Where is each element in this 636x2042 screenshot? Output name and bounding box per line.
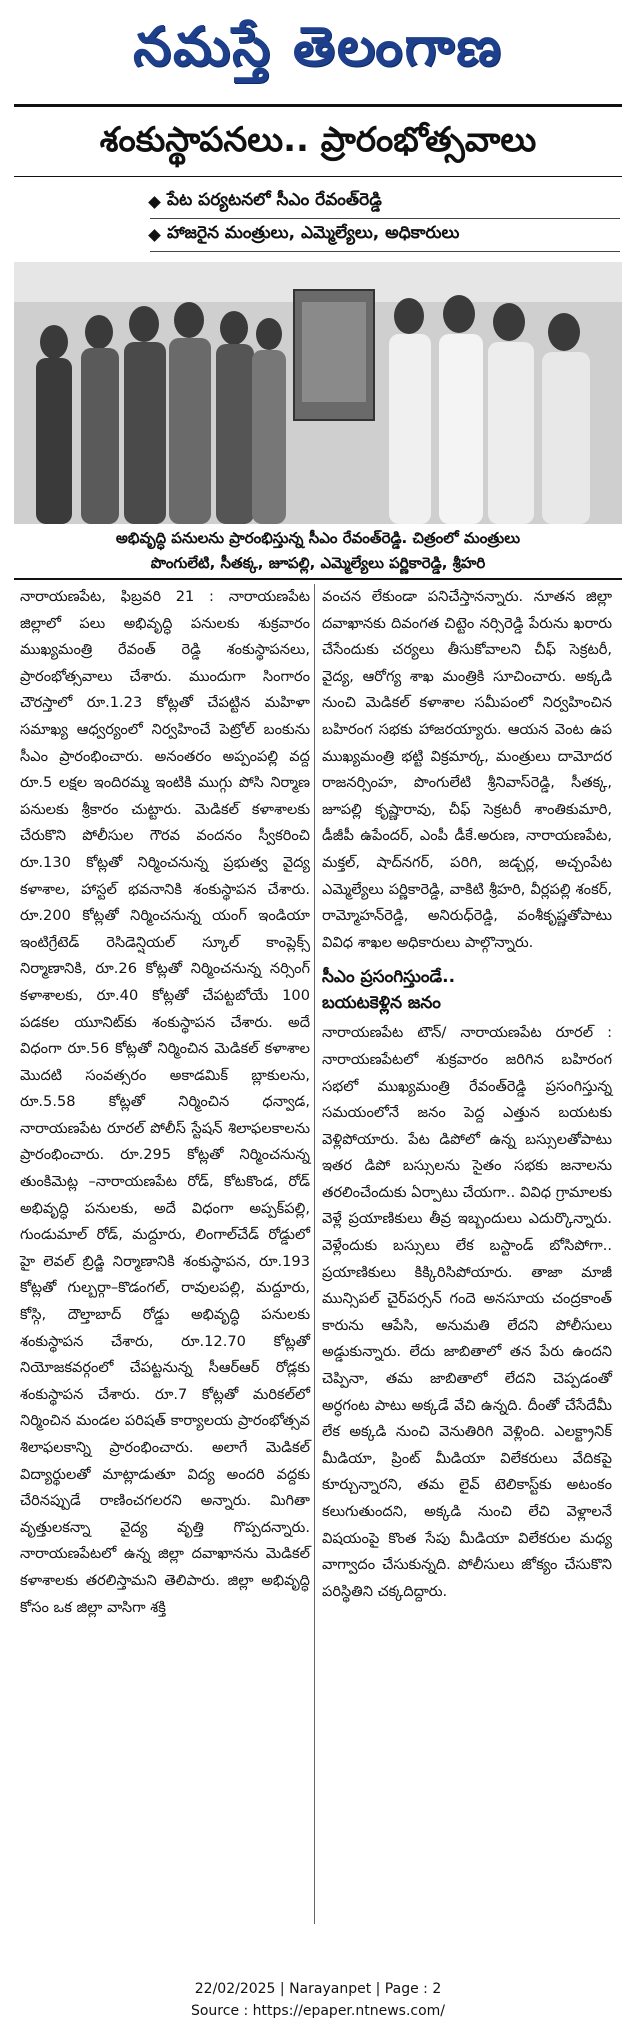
column-divider xyxy=(314,584,315,1924)
article-column-2 xyxy=(322,584,612,1605)
footer-source-line: Source : https://epaper.ntnews.com/ xyxy=(190,2003,446,2019)
page-footer xyxy=(0,1978,636,2022)
footer-date-line: 22/02/2025 | Narayanpet | Page : 2 xyxy=(194,1981,442,1997)
photo-caption xyxy=(14,526,622,580)
article-headline: శంకుస్థాపనలు.. ప్రారంభోత్సవాలు xyxy=(99,120,537,160)
article-paragraph: వంచన లేకుండా పనిచేస్తానన్నారు. నూతన జిల్లా దవాఖానకు దివంగత చిట్టెం నర్సిరెడ్డి పేరును ఖరారు చేసేందుకు చర్యలు తీసుకోవాలని చీఫ్ సెక్రటరీ, వైద్య, ఆరోగ్య శాఖ మంత్రికి సూచించారు. అక్కడి నుంచి మెడికల్ కళాశాల సమీపంలో నిర్వహించిన బహిరంగ సభకు హాజరయ్యారు. ఆయన వెంట ఉప ముఖ్యమంత్రి భట్టి విక్రమార్క, మంత్రులు దామోదర రాజనర్సింహ, పొంగులేటి శ్రీనివాస్‌రెడ్డి, సీతక్క, జూపల్లి కృష్ణారావు, చీఫ్ సెక్రటరీ శాంతికుమారి, డీజీపీ ఉపేందర్, ఎంపీ డీకే.అరుణ, నారాయణపేట, మక్తల్, షాద్‌నగర్, పరిగి, జడ్చర్ల, అచ్చంపేట ఎమ్మెల్యేలు పర్ణికారెడ్డి, వాకిటి శ్రీహరి, వీర్లపల్లి శంకర్, రామ్మోహన్‌రెడ్డి, అనిరుధ్‌రెడ్డి, వంశీకృష్ణతోపాటు వివిధ శాఖల అధికారులు పాల్గొన్నారు. xyxy=(322,588,612,951)
caption-line-2: పొంగులేటి, సీతక్క, జూపల్లి, ఎమ్మెల్యేలు పర్ణికారెడ్డి, శ్రీహరి xyxy=(150,554,486,572)
article-paragraph: నారాయణపేట, ఫిబ్రవరి 21 : నారాయణపేట జిల్లాలో పలు అభివృద్ధి పనులకు శుక్రవారం ముఖ్యమంత్రి రేవంత్ రెడ్డి శంకుస్థాపనలు, ప్రారంభోత్సవాలు చేశారు. ముందుగా సింగారం చౌరస్తాలో రూ.1.23 కోట్లతో చేపట్టిన మహిళా సమాఖ్య ఆధ్వర్యంలో నిర్వహించే పెట్రోల్ బంకును సీఎం ప్రారంభించారు. అనంతరం అప్పంపల్లి వద్ద రూ.5 లక్షల ఇందిరమ్మ ఇంటికి ముగ్గు పోసి నిర్మాణ పనులకు శ్రీకారం చుట్టారు. మెడికల్ కళాశాలకు చేరుకొని పోలీసుల గౌరవ వందనం స్వీకరించి రూ.130 కోట్లతో నిర్మించనున్న ప్రభుత్వ వైద్య కళాశాల, హాస్టల్ భవనానికి శంకుస్థాపన చేశారు. రూ.200 కోట్లతో నిర్మించనున్న యంగ్ ఇండియా ఇంటిగ్రేటెడ్ రెసిడెన్షియల్ స్కూల్ కాంప్లెక్స్ నిర్మాణానికి, రూ.26 కోట్లతో నిర్మించనున్న నర్సింగ్ కళాశాలకు, రూ.40 కోట్లతో చేపట్టబోయే 100 పడకల యూనిట్‌కు శంకుస్థాపన చేశారు. అదే విధంగా రూ.56 కోట్లతో నిర్మించిన మెడికల్ కళాశాల మొదటి సంవత్సరం అకాడమిక్ బ్లాకులను, రూ.5.58 కోట్లతో నిర్మించిన ధన్వాడ, నారాయణపేట రూరల్ పోలీస్ స్టేషన్ శిలాఫలకాలను ప్రారంభించారు. రూ.295 కోట్లతో నిర్మించనున్న తుంకిమెట్ల –నారాయణపేట రోడ్, కోటకొండ, రోడ్ అభివృద్ధి పనులకు, అదే విధంగా అప్పక్‌పల్లి, గుండుమాల్ రోడ్, మద్దూరు, లింగాల్‌చేడ్ రోడ్డులో హై లెవల్ బ్రిడ్జి నిర్మాణానికి శంకుస్థాపన, రూ.193 కోట్లతో గుల్బర్గా–కొడంగల్, రావులపల్లి, మద్దూరు, కోస్గి, దౌల్తాబాద్ రోడ్డు అభివృద్ధి పనులకు శంకుస్థాపన చేశారు, రూ.12.70 కోట్లతో నియోజకవర్గంలో చేపట్టనున్న సీఆర్ఆర్ రోడ్లకు శంకుస్థాపన చేశారు. రూ.7 కోట్లతో మరికల్‌లో నిర్మించిన మండల పరిషత్ కార్యాలయ ప్రారంభోత్సవ శిలాఫలకాన్ని ప్రారంభించారు. అలాగే మెడికల్ విద్యార్థులతో మాట్లాడుతూ విద్య అందరి వద్దకు చేరినప్పుడే రాణించగలరని అన్నారు. మిగితా వృత్తులకన్నా వైద్య వృత్తి గొప్పదన్నారు. నారాయణపేటలో ఉన్న జిల్లా దవాఖానను మెడికల్ కళాశాలకు తరలిస్తామని తెలిపారు. జిల్లా అభివృద్ధి కోసం ఒక జిల్లా వాసిగా శక్తి xyxy=(20,588,310,1616)
bullet-icon xyxy=(148,229,161,242)
top-rule xyxy=(14,104,622,107)
article-paragraph: నారాయణపేట టౌన్/ నారాయణపేట రూరల్ : నారాయణపేటలో శుక్రవారం జరిగిన బహిరంగ సభలో ముఖ్యమంత్రి రేవంత్‌రెడ్డి ప్రసంగిస్తున్న సమయంలోనే జనం పెద్ద ఎత్తున బయటకు వెళ్లిపోయారు. పేట డిపోలో ఉన్న బస్సులతోపాటు ఇతర డిపో బస్సులను సైతం సభకు జనాలను తరలించేందుకు ఏర్పాటు చేయగా.. వివిధ గ్రామాలకు వెళ్లే ప్రయాణికులు తీవ్ర ఇబ్బందులు ఎదుర్కొన్నారు. వెళ్లేందుకు బస్సులు లేక బస్టాండ్ బోసిపోగా.. ప్రయాణికులు కిక్కిరిసిపోయారు. తాజా మాజీ మున్సిపల్ చైర్‌పర్సన్ గందె అనసూయ చంద్రకాంత్ కారును ఆపేసి, అనుమతి లేదని పోలీసులు అడ్డుకున్నారు. లేదు జాబితాలో తన పేరు ఉందని చెప్పినా, తమ జాబితాలో లేదని చెప్పడంతో అర్ధగంట పాటు అక్కడే వేచి ఉన్నది. దీంతో చేసేదేమీ లేక అక్కడి నుంచి వెనుతిరిగి వెళ్లింది. ఎలక్ట్రానిక్ మీడియా, ప్రింట్ మీడియా విలేకరులు వేదికపై కూర్చున్నారని, తమ లైవ్ టెలికాస్ట్‌కు అటంకం కలుగుతుందని, అక్కడి నుంచి లేచి వెళ్లాలనే విషయంపై కొంత సేపు మీడియా విలేకరుల మధ్య వాగ్వాదం చేసుకున్నది. పోలీసులు జోక్యం చేసుకొని పరిస్థితిని చక్కదిద్దారు. xyxy=(322,1024,612,1600)
caption-line-1: అభివృద్ధి పనులను ప్రారంభిస్తున్న సీఎం రేవంత్‌రెడ్డి. చిత్రంలో మంత్రులు xyxy=(115,529,521,547)
inset-subheading xyxy=(322,964,612,1016)
headline-rule xyxy=(14,176,622,177)
news-photo xyxy=(14,262,622,524)
article-column-1 xyxy=(20,584,310,1621)
subheading-2 xyxy=(150,219,620,252)
masthead xyxy=(0,0,636,100)
newspaper-logo: నమస్తే తెలంగాణ xyxy=(133,14,503,78)
bullet-icon xyxy=(148,196,161,209)
subheading-1 xyxy=(150,186,620,219)
inset-subheading-line-1: సీఎం ప్రసంగిస్తుండే.. xyxy=(322,967,456,988)
subheading-text: పేట పర్యటనలో సీఎం రేవంత్‌రెడ్డి xyxy=(167,190,382,210)
subheadings xyxy=(150,186,620,252)
news-photo-illustration xyxy=(14,262,622,524)
subheading-text: హాజరైన మంత్రులు, ఎమ్మెల్యేలు, అధికారులు xyxy=(167,223,460,243)
inset-subheading-line-2: బయటకెళ్లిన జనం xyxy=(322,993,441,1014)
